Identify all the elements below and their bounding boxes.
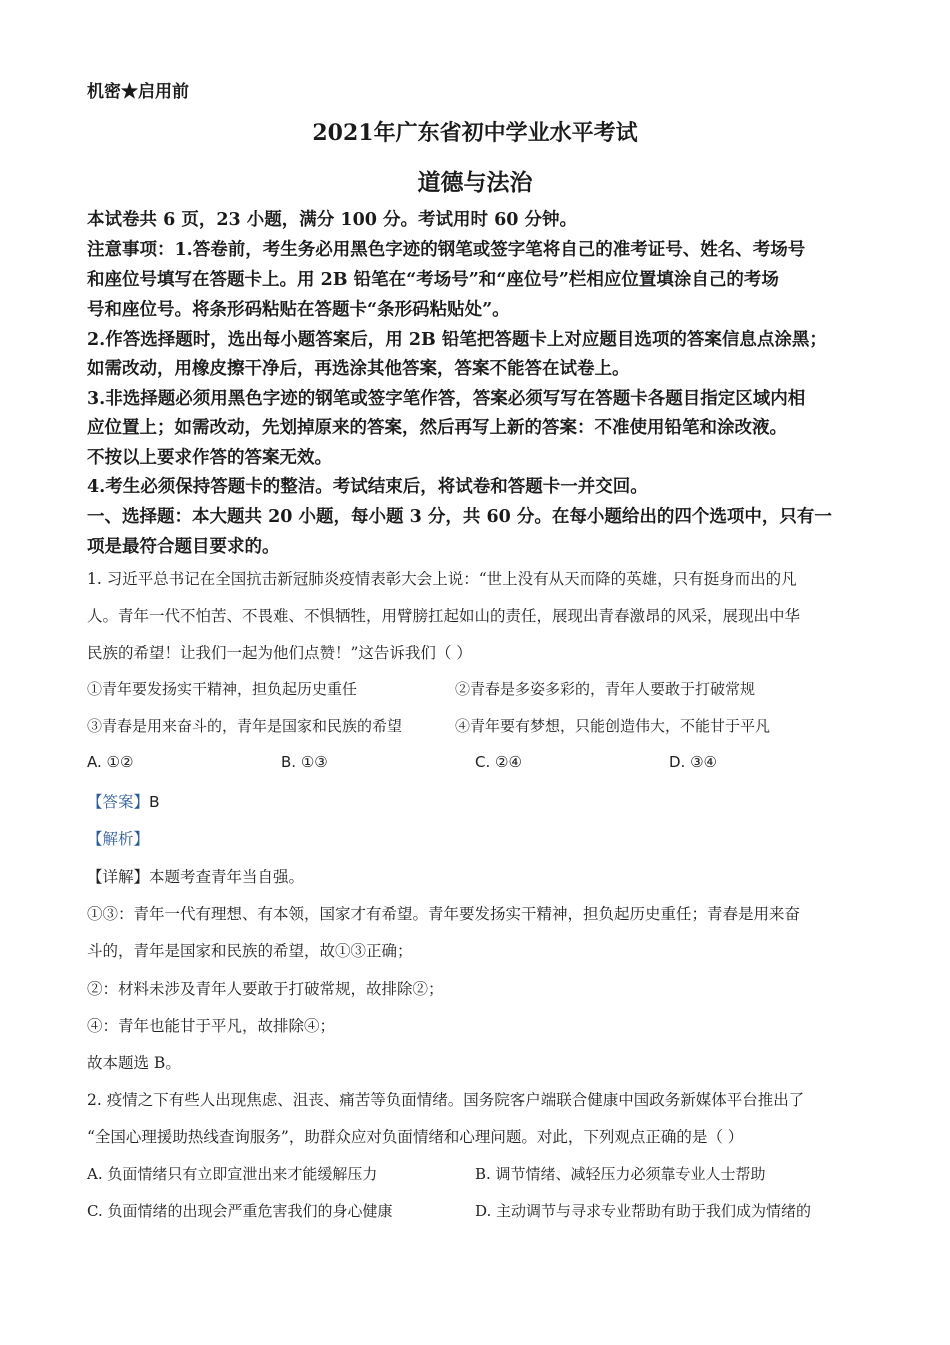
notice-line: 应位置上；如需改动，先划掉原来的答案，然后再写上新的答案：不准使用铅笔和涂改液。 <box>87 418 787 438</box>
q1-detail-line: 斗的，青年是国家和民族的希望，故①③正确； <box>87 942 413 960</box>
q1-detail-line: 【详解】本题考查青年当自强。 <box>87 868 305 886</box>
answer-tag: 【答案】 <box>87 793 150 811</box>
q1-answer <box>87 790 160 812</box>
q2-option-d: D. 主动调节与寻求专业帮助有助于我们成为情绪的 <box>475 1202 812 1220</box>
q1-stem-line: 民族的希望！让我们一起为他们点赞！”这告诉我们（ ） <box>87 644 472 662</box>
q2-stem-line: “全国心理援助热线查询服务”，助群众应对负面情绪和心理问题。对此，下列观点正确的是（ ） <box>87 1128 744 1146</box>
exam-title: 2021年广东省初中学业水平考试 <box>312 120 638 146</box>
notice-line: 2.作答选择题时，选出每小题答案后，用 2B 铅笔把答题卡上对应题目选项的答案信息点涂黑； <box>87 330 827 350</box>
q1-item: ③青春是用来奋斗的，青年是国家和民族的希望 <box>87 717 403 735</box>
notice-line: 号和座位号。将条形码粘贴在答题卡“条形码粘贴处”。 <box>87 300 510 320</box>
q2-option-c: C. 负面情绪的出现会严重危害我们的身心健康 <box>87 1202 393 1220</box>
subject-title: 道德与法治 <box>417 169 533 196</box>
q1-stem-line: 人。青年一代不怕苦、不畏难、不惧牺牲，用臂膀扛起如山的责任，展现出青春激昂的风采，展现出中华 <box>87 607 801 625</box>
q1-stem-line: 1. 习近平总书记在全国抗击新冠肺炎疫情表彰大会上说：“世上没有从天而降的英雄，只有挺身而出的凡 <box>87 570 797 588</box>
notice-line: 和座位号填写在答题卡上。用 2B 铅笔在“考场号”和“座位号”栏相应位置填涂自己的考场 <box>87 270 779 290</box>
q1-detail-line: 故本题选 B。 <box>87 1054 181 1072</box>
q1-item: ④青年要有梦想，只能创造伟大，不能甘于平凡 <box>455 717 771 735</box>
q1-option-b: B. ①③ <box>281 753 328 771</box>
notice-line: 注意事项：1.答卷前，考生务必用黑色字迹的钢笔或签字笔将自己的准考证号、姓名、考场号 <box>87 240 806 260</box>
q2-option-a: A. 负面情绪只有立即宣泄出来才能缓解压力 <box>87 1165 378 1183</box>
q1-detail-line: ①③：青年一代有理想、有本领，国家才有希望。青年要发扬实干精神，担负起历史重任；青春是用来奋 <box>87 905 801 923</box>
q1-item: ①青年要发扬实干精神，担负起历史重任 <box>87 680 358 698</box>
confidential-label: 机密★启用前 <box>87 82 189 102</box>
q2-stem-line: 2. 疫情之下有些人出现焦虑、沮丧、痛苦等负面情绪。国务院客户端联合健康中国政务新媒体平台推出了 <box>87 1091 805 1109</box>
q2-option-b: B. 调节情绪、减轻压力必须靠专业人士帮助 <box>475 1165 766 1183</box>
q1-detail-line: ④：青年也能甘于平凡，故排除④； <box>87 1017 336 1035</box>
q1-item: ②青春是多姿多彩的，青年人要敢于打破常规 <box>455 680 756 698</box>
section-heading: 一、选择题：本大题共 20 小题，每小题 3 分，共 60 分。在每小题给出的四个选项中，只有一 <box>87 507 832 527</box>
analysis-tag: 【解析】 <box>87 830 150 848</box>
answer-value: B <box>149 793 160 811</box>
notice-line: 不按以上要求作答的答案无效。 <box>87 448 332 468</box>
notice-line: 3.非选择题必须用黑色字迹的钢笔或签字笔作答，答案必须写写在答题卡各题目指定区域内相 <box>87 389 806 409</box>
q1-detail-line: ②：材料未涉及青年人要敢于打破常规，故排除②； <box>87 980 444 998</box>
exam-summary: 本试卷共 6 页，23 小题，满分 100 分。考试用时 60 分钟。 <box>87 210 578 230</box>
q1-option-d: D. ③④ <box>669 753 717 771</box>
q1-option-c: C. ②④ <box>475 753 522 771</box>
notice-line: 如需改动，用橡皮擦干净后，再选涂其他答案，答案不能答在试卷上。 <box>87 359 630 379</box>
section-heading-cont: 项是最符合题目要求的。 <box>87 537 280 557</box>
notice-line: 4.考生必须保持答题卡的整洁。考试结束后，将试卷和答题卡一并交回。 <box>87 477 648 497</box>
q1-option-a: A. ①② <box>87 753 134 771</box>
